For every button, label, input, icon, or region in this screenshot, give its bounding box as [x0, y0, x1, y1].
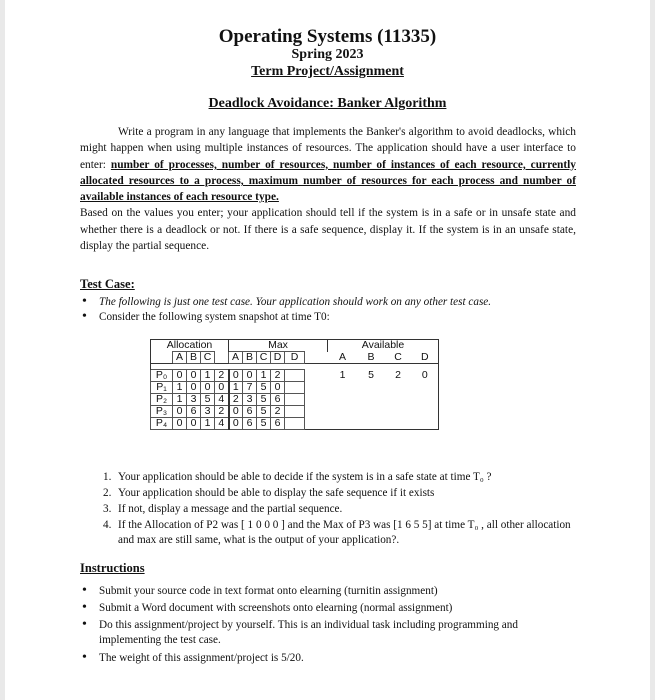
- allocation-cell: 0: [173, 370, 187, 382]
- max-cell: 5: [257, 418, 271, 430]
- question-text: If the Allocation of P2 was [ 1 0 0 0 ] and the Max of P3 was [1 6 5 5] at time T₀ , all other allocation and max are still same, what is the output of your application?.: [118, 519, 571, 546]
- col-header: C: [201, 352, 215, 364]
- max-cell: 2: [271, 370, 285, 382]
- max-cell: 2: [229, 394, 243, 406]
- process-label: P₁: [151, 382, 173, 394]
- bullet-icon: •: [82, 617, 87, 632]
- bullet-text: Consider the following system snapshot at time T0:: [99, 311, 330, 323]
- col-header: B: [243, 352, 257, 364]
- intro-text-2: Based on the values you enter; your application should tell if the system is in a safe or in unsafe state and whether there is a deadlock or not. If there is a safe sequence, display it. If the system is in an unsafe state, display the partial sequence.: [80, 207, 576, 253]
- max-cell: 0: [243, 370, 257, 382]
- col-header: C: [257, 352, 271, 364]
- col-header: A: [229, 352, 243, 364]
- available-cell: 2: [395, 369, 401, 381]
- max-cell: 0: [271, 382, 285, 394]
- allocation-cell: 2: [215, 370, 229, 382]
- allocation-cell: 0: [215, 382, 229, 394]
- table-row: [151, 382, 439, 394]
- col-header: B: [358, 352, 385, 364]
- bullet-icon: •: [82, 650, 87, 665]
- allocation-cell: 3: [201, 406, 215, 418]
- allocation-cell: 2: [215, 406, 229, 418]
- section-heading: Deadlock Avoidance: Banker Algorithm: [208, 96, 447, 111]
- max-cell: 5: [257, 382, 271, 394]
- process-label: P₀: [151, 370, 173, 382]
- allocation-cell: 0: [187, 382, 201, 394]
- allocation-cell: 0: [187, 418, 201, 430]
- instruction-text: The weight of this assignment/project is 5/20.: [99, 652, 304, 664]
- allocation-cell: 0: [187, 370, 201, 382]
- col-header: D: [271, 352, 285, 364]
- allocation-cell: 0: [173, 406, 187, 418]
- allocation-cell: 1: [173, 394, 187, 406]
- question-text: Your application should be able to decide if the system is in a safe state at time T₀ ?: [118, 471, 492, 483]
- test-case-heading: Test Case:: [80, 277, 135, 291]
- allocation-cell: 5: [201, 394, 215, 406]
- bullet-icon: •: [82, 583, 87, 598]
- col-header: B: [187, 352, 201, 364]
- term-label: Spring 2023: [291, 47, 364, 62]
- available-header: Available: [328, 340, 439, 352]
- allocation-cell: 1: [173, 382, 187, 394]
- subtitle: Term Project/Assignment: [251, 64, 404, 79]
- table-row: [151, 370, 439, 382]
- page-title: Operating Systems (11335): [218, 26, 437, 47]
- question-number: 4.: [103, 519, 112, 531]
- available-cell: 1: [339, 369, 346, 381]
- allocation-header: Allocation: [151, 340, 229, 352]
- max-cell: 6: [243, 418, 257, 430]
- question-number: 1.: [103, 471, 112, 483]
- allocation-cell: 3: [187, 394, 201, 406]
- question-text: Your application should be able to display the safe sequence if it exists: [118, 487, 435, 499]
- snapshot-table: [150, 339, 439, 430]
- col-header: D: [412, 352, 439, 364]
- allocation-cell: 0: [201, 382, 215, 394]
- allocation-cell: 6: [187, 406, 201, 418]
- max-cell: 7: [243, 382, 257, 394]
- table-row: [151, 418, 439, 430]
- max-cell: 3: [243, 394, 257, 406]
- question-number: 2.: [103, 487, 112, 499]
- allocation-cell: 4: [215, 394, 229, 406]
- bullet-text: The following is just one test case. Your application should work on any other test case.: [99, 296, 492, 308]
- intro-underlined-text: number of processes, number of resources, number of instances of each resource, currently allocated resources to a process, maximum number of resources for each process and number of available instances of each resource type.: [80, 158, 576, 204]
- available-cell: 5: [368, 369, 374, 381]
- allocation-cell: 0: [173, 418, 187, 430]
- max-cell: 1: [229, 382, 243, 394]
- intro-text: Write a program in any language that implements the Banker's algorithm to avoid deadlocks, which might happen when using multiple instances of resources. The application should have a user interface to enter:: [80, 126, 576, 171]
- instruction-text: Do this assignment/project by yourself. This is an individual task including programming and implementing the test case.: [99, 619, 518, 646]
- instruction-text: Submit your source code in text format onto elearning (turnitin assignment): [99, 585, 438, 597]
- instruction-text: Submit a Word document with screenshots onto elearning (normal assignment): [99, 602, 453, 614]
- max-cell: 2: [271, 406, 285, 418]
- max-cell: 0: [229, 370, 243, 382]
- process-label: P₃: [151, 406, 173, 418]
- max-cell: 6: [271, 418, 285, 430]
- bullet-icon: •: [82, 294, 87, 309]
- max-cell: 5: [257, 406, 271, 418]
- allocation-cell: 1: [201, 370, 215, 382]
- intro-paragraph: [80, 124, 576, 254]
- bullet-icon: •: [82, 309, 87, 324]
- allocation-cell: 4: [215, 418, 229, 430]
- bullet-icon: •: [82, 600, 87, 615]
- max-cell: 5: [257, 394, 271, 406]
- max-cell: 0: [229, 418, 243, 430]
- max-header: Max: [229, 340, 328, 352]
- col-header: D: [285, 352, 305, 364]
- col-header: A: [173, 352, 187, 364]
- max-cell: 6: [243, 406, 257, 418]
- col-header: A: [328, 352, 358, 364]
- process-label: P₂: [151, 394, 173, 406]
- table-row: [151, 406, 439, 418]
- instructions-heading: Instructions: [80, 561, 145, 575]
- max-cell: 0: [229, 406, 243, 418]
- question-number: 3.: [103, 503, 112, 515]
- max-cell: 1: [257, 370, 271, 382]
- max-cell: 6: [271, 394, 285, 406]
- question-text: If not, display a message and the partial sequence.: [118, 503, 343, 515]
- table-row: [151, 394, 439, 406]
- allocation-cell: 1: [201, 418, 215, 430]
- available-cell: 0: [412, 370, 439, 382]
- process-label: P₄: [151, 418, 173, 430]
- col-header: C: [385, 352, 412, 364]
